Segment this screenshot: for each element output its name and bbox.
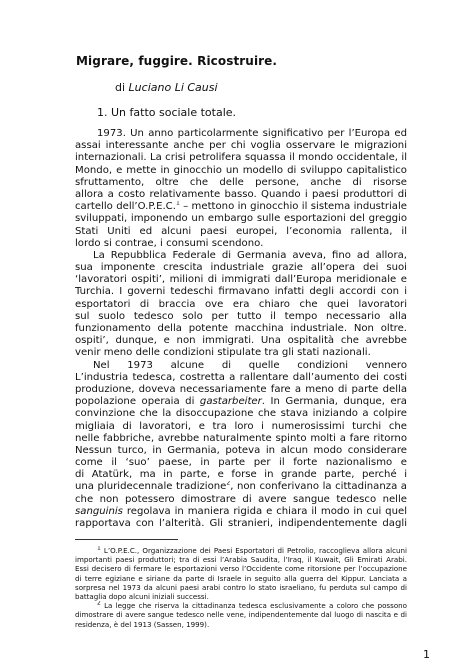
section-heading: 1. Un fatto sociale totale. [97,106,237,119]
body-line [75,189,407,201]
body-text-run: esportatori di braccia ove era chiaro che quei lavoratori [75,298,407,310]
footnote-text: La legge che riserva la cittadinanza tedesca esclusivamente a coloro che possono [100,601,407,611]
italic-term: sanguinis [75,505,123,517]
body-text-run: di Atatürk, ma in parte, e forse in grande parte, perché i [75,469,407,481]
footnote-text: battaglia dopo alcuni iniziali successi. [75,591,209,601]
body-line [75,262,407,274]
footnote-number: 2 [97,601,101,607]
footnote-line [75,610,407,619]
body-text-run: ‘lavoratori ospiti’, milioni di immigrati dall’Europa meridionale e [75,274,407,286]
author-prefix: di [115,81,126,94]
author-line [115,81,218,94]
body-line [75,299,407,311]
body-text-run: una pluridecennale tradizione [75,481,227,493]
body-text-run: ospiti’, dunque, e non immigrati. Una ospitalità che avrebbe [75,335,407,347]
body-line [75,506,407,518]
body-text-run: che non potessero dimostrare di avere sangue tedesco nelle [75,493,407,505]
body-text-run: Nel 1973 alcune di quelle condizioni vennero [93,359,407,371]
body-line [75,396,407,408]
footnote-text: residenza, è del 1913 (Sassen, 1999). [75,619,210,629]
footnote-line [75,555,407,564]
body-text-run: internazionali. La crisi petrolifera squassa il mondo occidentale, il [75,152,407,164]
footnote-text: L’O.P.E.C., Organizzazione dei Paesi Esportatori di Petrolio, raccoglieva allora alcuni [100,546,407,555]
body-text-run: sviluppati, imponendo un embargo sulle esportazioni del greggio [75,213,407,225]
body-line [75,177,407,189]
body-line [75,457,407,469]
footnote-line [75,620,407,629]
body-line [75,494,407,506]
body-line [75,128,407,140]
page-number: 1 [423,648,430,661]
footnote-text: Essi decisero di fermare le esportazioni verso l’Occidente come ritorsione per l’occupazione [75,564,407,574]
body-line [75,165,407,177]
footnote-line [75,546,407,555]
body-text-run: popolazione operaia di [75,396,200,408]
body-text [75,128,407,530]
body-text-run: . In Germania, dunque, era [261,396,407,408]
body-text-run: sua imponente crescita industriale grazie all’opera dei suoi [75,262,407,274]
body-text-run: sfruttamento, oltre che delle persone, anche di risorse [75,176,407,188]
body-line [75,152,407,164]
footnote-line [75,564,407,573]
body-line [75,213,407,225]
body-text-run: Mondo, e mette in ginocchio un modello di sviluppo capitalistico [75,164,407,176]
body-line [75,518,407,530]
footnote-number: 1 [97,546,101,552]
body-text-run: come il ‘suo’ paese, in parte per il forte nazionalismo e [75,457,407,469]
body-line [75,140,407,152]
body-text-run: 1973. Un anno particolarmente significativo per l’Europa ed [97,128,407,139]
body-line [75,335,407,347]
body-text-run: , non conferivano la cittadinanza a [230,481,407,493]
body-line [75,481,407,493]
body-line [75,201,407,213]
footnote-ref: 2 [226,481,231,488]
body-line [75,433,407,445]
body-text-run: nelle fabbriche, avrebbe naturalmente spinto molti a fare ritorno [75,432,407,444]
body-text-run: lordo si contrae, i consumi scendono. [75,237,264,249]
body-text-run: L’industria tedesca, costretta a rallentare dall’aumento dei costi [75,371,407,383]
body-text-run: cartello dell’O.P.E.C. [75,201,176,213]
body-text-run: allora a costo relativamente basso. Quando i paesi produttori di [75,188,407,200]
body-text-run: funzionamento della potente macchina industriale. Non oltre. [75,323,407,334]
footnote-line [75,592,407,601]
footnote-text: dimostrare di avere sangue tedesco nelle vene, indipendentemente dal luogo di nascita e di [75,610,407,620]
italic-term: gastarbeiter [199,396,262,408]
body-line [75,311,407,323]
footnote-ref: 1 [175,201,180,207]
body-line [75,286,407,298]
body-line [75,226,407,238]
footnote-separator [75,539,178,540]
body-line [75,360,407,372]
body-line [75,347,407,359]
footnotes [75,546,407,629]
body-line [75,372,407,384]
body-text-run: assai interessante anche per chi voglia osservare le migrazioni [75,140,407,152]
body-text-run: migliaia di lavoratori, e tra loro i numerosissimi turchi che [75,420,407,432]
body-text-run: La Repubblica Federale di Germania aveva, fino ad allora, [93,249,407,261]
body-text-run: rapportava con l’alterità. Gli stranieri, indipendentemente dagli [75,518,407,529]
footnote-text: importanti paesi produttori; tra di essi l’Arabia Saudita, l’Iraq, il Kuwait, Gli Emirati Arabi. [75,555,407,565]
body-text-run: Nessun turco, in Germania, poteva in alcun modo considerare [75,444,407,456]
body-line [75,323,407,335]
body-line [75,250,407,262]
body-line [75,274,407,286]
body-line [75,408,407,420]
body-line [75,421,407,433]
body-text-run: regolava in maniera rigida e chiara il modo in cui quel [126,505,407,517]
body-line [75,469,407,481]
footnote-text: di terre egiziane e siriane da parte di Israele in seguito alla guerra del Kippur. Lanciata a [75,573,407,583]
body-line [75,445,407,457]
body-text-run: convinzione che la disoccupazione che stava iniziando a colpire [75,408,407,420]
body-line [75,384,407,396]
document-title: Migrare, fuggire. Ricostruire. [76,54,278,68]
footnote-text: sorpresa nel 1973 da alcuni paesi arabi contro lo stato israeliano, fu perduta sul campo di [75,582,407,592]
footnote-line [75,601,407,610]
body-text-run: produzione, doveva necessariamente fare a meno di parte della [75,383,407,395]
body-text-run: – mettono in ginocchio il sistema industriale [183,201,407,213]
footnote-line [75,583,407,592]
body-text-run: Stati Uniti ed alcuni paesi europei, l’economia rallenta, il [75,225,407,237]
body-text-run: sul suolo tedesco solo per tutto il tempo necessario alla [75,310,407,322]
author-name: Luciano Li Causi [128,81,218,94]
body-text-run: Turchia. I governi tedeschi firmavano infatti degli accordi con i [75,286,407,298]
body-text-run: venir meno delle condizioni stipulate tra gli stati nazionali. [75,347,371,359]
footnote-line [75,574,407,583]
body-line [75,238,407,250]
